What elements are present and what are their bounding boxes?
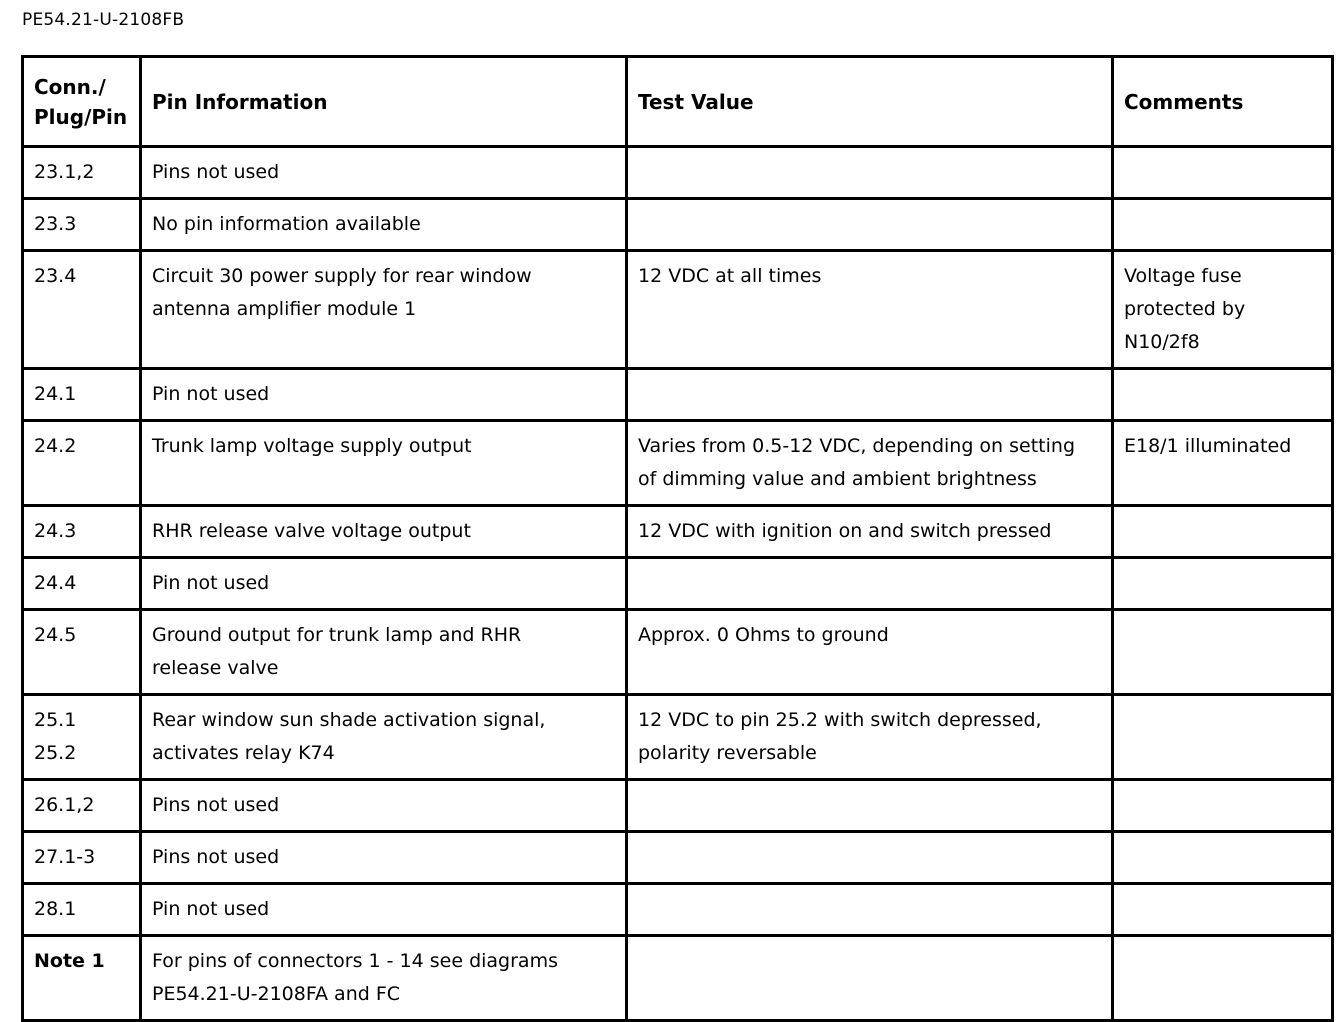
pin-info-cell-line: Pin not used [152, 572, 270, 594]
table-row [23, 421, 1333, 506]
test-value-cell [627, 147, 1113, 199]
pin-cell-line: 27.1-3 [34, 846, 96, 868]
pin-info-cell-line: Pins not used [152, 794, 280, 816]
pin-info-cell-line: antenna amplifier module 1 [152, 298, 417, 320]
pin-cell-line: 23.1,2 [34, 161, 95, 183]
test-value-cell-line: 12 VDC at all times [638, 265, 822, 287]
pin-info-cell-line: Ground output for trunk lamp and RHR [152, 624, 522, 646]
pin-info-cell [141, 369, 627, 421]
pin-information-table [21, 55, 1334, 1022]
test-value-cell [627, 780, 1113, 832]
test-value-cell [627, 610, 1113, 695]
table-row [23, 558, 1333, 610]
comments-cell-line: Voltage fuse [1124, 265, 1242, 287]
pin-info-cell [141, 695, 627, 780]
pin-cell-line: 24.2 [34, 435, 77, 457]
comments-cell [1113, 147, 1333, 199]
comments-cell-line: N10/2f8 [1124, 331, 1200, 353]
test-value-cell [627, 936, 1113, 1021]
pin-info-cell [141, 147, 627, 199]
table-row [23, 695, 1333, 780]
pin-cell [23, 884, 141, 936]
test-value-cell [627, 695, 1113, 780]
table-row [23, 506, 1333, 558]
pin-cell-line: 24.5 [34, 624, 77, 646]
pin-info-cell-line: Pins not used [152, 161, 280, 183]
pin-info-cell-line: For pins of connectors 1 - 14 see diagrams [152, 950, 558, 972]
comments-cell [1113, 780, 1333, 832]
test-value-cell [627, 421, 1113, 506]
test-value-cell [627, 369, 1113, 421]
comments-cell [1113, 251, 1333, 369]
test-value-cell [627, 251, 1113, 369]
pin-cell [23, 610, 141, 695]
test-value-cell [627, 506, 1113, 558]
header-conn-line2: Plug/Pin [34, 104, 128, 129]
test-value-cell-line: of dimming value and ambient brightness [638, 468, 1037, 490]
pin-info-cell-line: Pin not used [152, 383, 270, 405]
comments-cell [1113, 506, 1333, 558]
test-value-cell-line: 12 VDC with ignition on and switch pressed [638, 520, 1052, 542]
comments-cell-line: E18/1 illuminated [1124, 435, 1292, 457]
pin-cell-line: 24.3 [34, 520, 77, 542]
pin-info-cell-line: Trunk lamp voltage supply output [152, 435, 472, 457]
comments-cell [1113, 369, 1333, 421]
header-comments: Comments [1113, 57, 1333, 147]
table-row [23, 936, 1333, 1021]
pin-info-cell-line: activates relay K74 [152, 742, 335, 764]
comments-cell [1113, 199, 1333, 251]
pin-cell-line: 28.1 [34, 898, 77, 920]
pin-info-cell [141, 558, 627, 610]
pin-cell-line: 23.3 [34, 213, 77, 235]
pin-info-cell [141, 506, 627, 558]
pin-info-cell [141, 832, 627, 884]
header-conn-line1: Conn./ [34, 74, 106, 99]
pin-cell [23, 695, 141, 780]
comments-cell-line: protected by [1124, 298, 1246, 320]
test-value-cell [627, 832, 1113, 884]
pin-cell [23, 369, 141, 421]
pin-cell [23, 780, 141, 832]
comments-cell [1113, 695, 1333, 780]
pin-info-cell-line: Rear window sun shade activation signal, [152, 709, 546, 731]
table-row [23, 369, 1333, 421]
table-row [23, 884, 1333, 936]
pin-cell [23, 558, 141, 610]
pin-cell-line: 25.2 [34, 742, 77, 764]
pin-cell [23, 936, 141, 1021]
comments-cell [1113, 421, 1333, 506]
comments-cell [1113, 832, 1333, 884]
table-row [23, 610, 1333, 695]
pin-info-cell-line: Pin not used [152, 898, 270, 920]
pin-cell [23, 506, 141, 558]
pin-info-cell-line: PE54.21-U-2108FA and FC [152, 983, 401, 1005]
test-value-cell [627, 558, 1113, 610]
pin-info-cell-line: release valve [152, 657, 279, 679]
test-value-cell [627, 884, 1113, 936]
pin-info-cell [141, 251, 627, 369]
test-value-cell [627, 199, 1113, 251]
test-value-cell-line: polarity reversable [638, 742, 817, 764]
test-value-cell-line: 12 VDC to pin 25.2 with switch depressed, [638, 709, 1042, 731]
comments-cell [1113, 610, 1333, 695]
pin-cell-line: 26.1,2 [34, 794, 95, 816]
pin-cell-line: 24.4 [34, 572, 77, 594]
pin-cell [23, 251, 141, 369]
table-row [23, 780, 1333, 832]
pin-info-cell [141, 936, 627, 1021]
table-row [23, 147, 1333, 199]
pin-info-cell-line: No pin information available [152, 213, 421, 235]
pin-info-cell-line: RHR release valve voltage output [152, 520, 471, 542]
table-body [23, 147, 1333, 1021]
comments-cell [1113, 936, 1333, 1021]
comments-cell [1113, 558, 1333, 610]
table-row [23, 199, 1333, 251]
test-value-cell-line: Approx. 0 Ohms to ground [638, 624, 889, 646]
pin-cell [23, 832, 141, 884]
pin-cell [23, 199, 141, 251]
pin-info-cell-line: Pins not used [152, 846, 280, 868]
pin-cell [23, 147, 141, 199]
pin-info-cell [141, 780, 627, 832]
table-row [23, 251, 1333, 369]
pin-cell-line: 25.1 [34, 709, 77, 731]
header-pin-information: Pin Information [141, 57, 627, 147]
table-header-row [23, 57, 1333, 147]
test-value-cell-line: Varies from 0.5-12 VDC, depending on setting [638, 435, 1075, 457]
header-conn-plug-pin [23, 57, 141, 147]
header-test-value: Test Value [627, 57, 1113, 147]
pin-info-cell [141, 421, 627, 506]
pin-info-cell [141, 199, 627, 251]
document-id: PE54.21-U-2108FB [22, 10, 185, 30]
pin-cell-line: Note 1 [34, 950, 105, 972]
pin-info-cell [141, 610, 627, 695]
table-row [23, 832, 1333, 884]
pin-cell [23, 421, 141, 506]
pin-cell-line: 24.1 [34, 383, 77, 405]
pin-info-cell-line: Circuit 30 power supply for rear window [152, 265, 532, 287]
pin-info-cell [141, 884, 627, 936]
comments-cell [1113, 884, 1333, 936]
pin-cell-line: 23.4 [34, 265, 77, 287]
